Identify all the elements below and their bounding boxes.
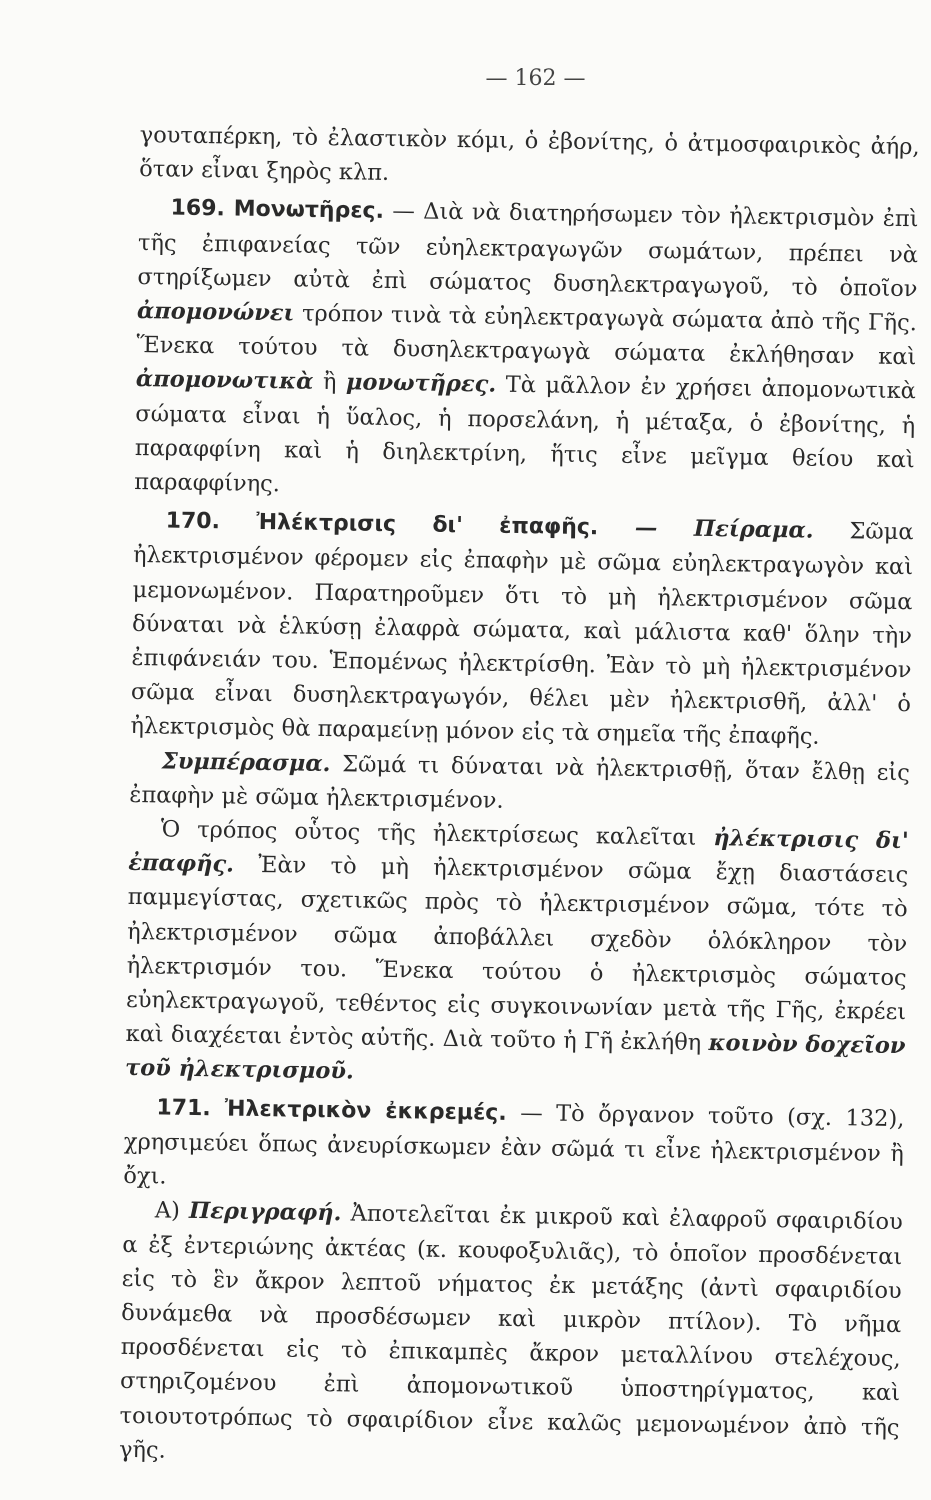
section-171 [123, 1090, 905, 1206]
s170-text-1: Σῶμα ἠλεκτρισμένον φέρομεν εἰς ἐπαφὴν μὲ σῶμα εὐηλεκτραγωγὸν καὶ μεμονωμένον. Παρατηροῦμεν ὅτι τὸ μὴ ἠλεκτρισμένον σῶμα δύναται νὰ ἑλκύσῃ ἐλαφρὰ σώματα, καὶ μάλιστα καθ' ὅλην τὴν ἐπιφάνειάν του. Ἑπομένως ἠλεκτρίσθη. Ἐὰν τὸ μὴ ἠλεκτρισμένον σῶμα εἶναι δυσηλεκτραγωγόν, θέλει μὲν ἠλεκτρισθῆ, ἀλλ' ὁ ἠλεκτρισμὸς θὰ παραμείνῃ μόνον εἰς τὰ σημεῖα τῆς ἐπαφῆς. [130, 517, 914, 751]
s170-emph-2: κοινὸν δοχεῖον τοῦ ἠλεκτρισμοῦ. [124, 1030, 906, 1085]
s169-text-2: τρόπον τινὰ τὰ εὐηλεκτραγωγὰ σώματα ἀπὸ τῆς Γῆς. Ἕνεκα τούτου τὰ δυσηλεκτραγωγὰ σώματα ἐκλήθησαν καὶ [136, 300, 918, 371]
section-170-heading: 170. Ἠλέκτρισις δι' ἐπαφῆς. [165, 508, 599, 541]
section-169 [134, 190, 919, 511]
s171-description-heading: Περιγραφή. [188, 1198, 342, 1227]
intro-paragraph: γουταπέρκη, τὸ ἐλαστικὸν κόμι, ὁ ἐβονίτης, ὁ ἀτμοσφαιρικὸς ἀήρ, ὅταν εἶναι ξηρὸς κλπ. [138, 121, 920, 187]
s169-emph-1: ἀπομονώνει [136, 297, 295, 327]
page-number: — 162 — [485, 66, 586, 91]
s170-method [125, 812, 909, 1098]
s169-text-1: — Διὰ νὰ διατηρήσωμεν τὸν ἠλεκτρισμὸν ἐπὶ τῆς ἐπιφανείας τῶν εὐηλεκτραγωγῶν σωμάτων, πρέπει νὰ στηρίξωμεν αὐτὰ ἐπὶ σώματος δυσηλεκτραγωγοῦ, τὸ ὁποῖον [137, 198, 919, 303]
s170-conclusion [129, 744, 910, 825]
s170-text-4: Ἐὰν τὸ μὴ ἠλεκτρισμένον σῶμα ἔχῃ διαστάσεις παμμεγίστας, σχετικῶς πρὸς τὸ ἠλεκτρισμένον σῶμα, τότε τὸ ἠλεκτρισμένον σῶμα ἀποβάλλει σχεδὸν ὁλόκληρον τὸν ἠλεκτρισμόν του. Ἕνεκα τούτου ὁ ἠλεκτρισμὸς σώματος εὐηλεκτραγωγοῦ, τεθέντος εἰς συγκοινωνίαν μετὰ τῆς Γῆς, ἐκρέει καὶ διαχέεται ἐντὸς αὐτῆς. Διὰ τοῦτο ἡ Γῆ ἐκλήθη [125, 851, 909, 1057]
s170-emph-1: ἠλέκτρισις δι' ἐπαφῆς. [128, 825, 909, 878]
section-169-heading: 169. Μονωτῆρες. [170, 195, 385, 225]
s169-text-4: Τὰ μᾶλλον ἐν χρήσει ἀπομονωτικὰ σώματα εἶναι ἡ ὕαλος, ἡ πορσελάνη, ἡ μέταξα, ὁ ἐβονίτης, ἡ παραφφίνη καὶ ἡ διηλεκτρίνη, ἥτις εἶνε μεῖγμα θείου καὶ παραφφίνης. [134, 372, 917, 498]
s169-emph-2: ἀπομονωτικὰ [135, 366, 314, 396]
s171-description [119, 1193, 903, 1479]
s171-text-1: — Τὸ ὄργανον τοῦτο (σχ. 132), χρησιμεύει ὅπως ἀνευρίσκωμεν ἐὰν σῶμά τι εἶνε ἠλεκτρισμένον ἢ ὄχι. [123, 1099, 905, 1190]
page-body [119, 118, 920, 1479]
s169-text-3: ἢ [313, 369, 347, 396]
section-170 [130, 503, 914, 756]
s169-emph-3: μονωτῆρες. [345, 369, 497, 399]
s170-text-3: Ὁ τρόπος οὗτος τῆς ἠλεκτρίσεως καλεῖται [160, 816, 714, 852]
s170-experiment-label: — Πείραμα. [598, 514, 814, 544]
section-171-heading: 171. Ἠλεκτρικὸν ἐκκρεμές. [156, 1095, 507, 1126]
s170-conclusion-label: Συμπέρασμα. [161, 748, 331, 777]
s171-a-label: Α) [154, 1197, 190, 1225]
s170-text-2: Σῶμά τι δύναται νὰ ἠλεκτρισθῇ, ὅταν ἔλθῃ εἰς ἐπαφὴν μὲ σῶμα ἠλεκτρισμένον. [129, 750, 911, 814]
s171-text-2: Ἀποτελεῖται ἐκ μικροῦ καὶ ἐλαφροῦ σφαιριδίου α ἐξ ἐντεριώνης ἀκτέας (κ. κουφοξυλιᾶς), τὸ ὁποῖον προσδένεται εἰς τὸ ἓν ἄκρον λεπτοῦ νήματος ἐκ μετάξης (ἀντὶ σφαιριδίου δυνάμεθα νὰ προσδέσωμεν καὶ μικρὸν πτίλον). Τὸ νῆμα προσδένεται εἰς τὸ ἐπικαμπὲς ἄκρον μεταλλίνου στελέχους, στηριζομένου ἐπὶ ἀπομονωτικοῦ ὑποστηρίγματος, καὶ τοιουτοτρόπως τὸ σφαιρίδιον εἶνε καλῶς μεμονωμένον ἀπὸ τῆς γῆς. [118, 1200, 903, 1464]
